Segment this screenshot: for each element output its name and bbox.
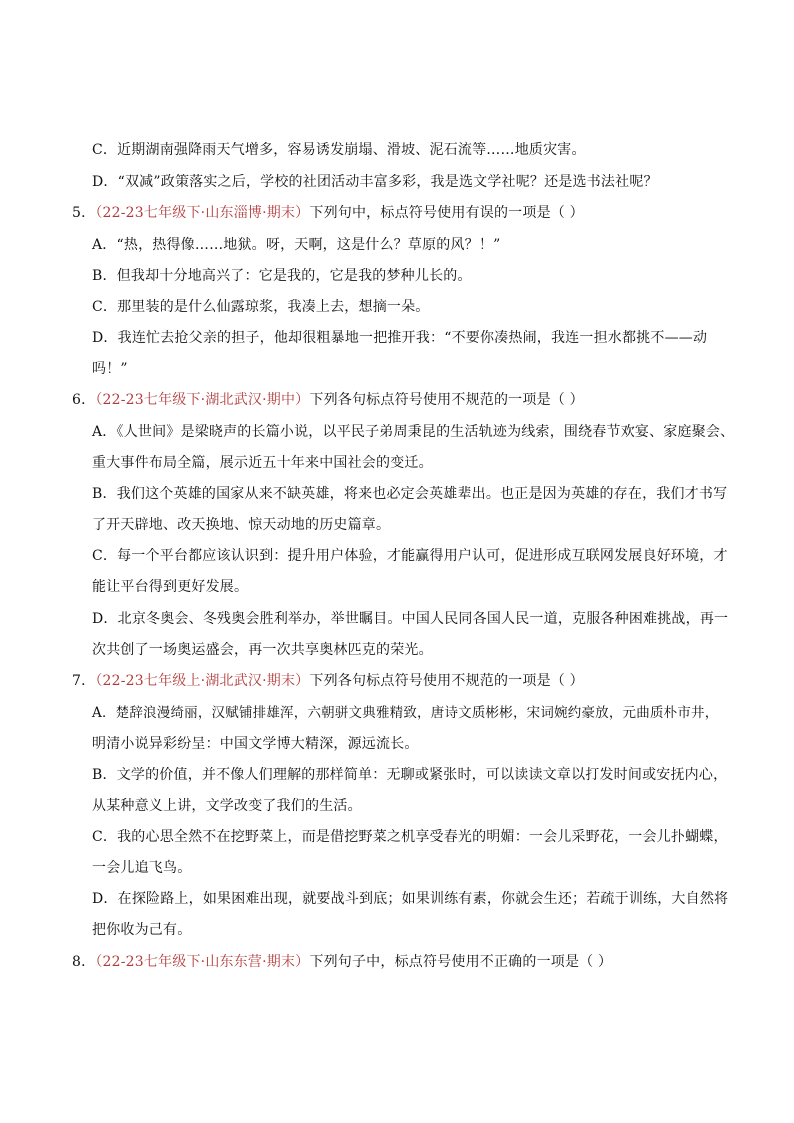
question-number: 7．: [72, 673, 96, 689]
option-line: C．每一个平台都应该认识到：提升用户体验，才能赢得用户认可，促进形成互联网发展良好环境，才: [92, 548, 728, 564]
option-line: A．《人世间》是梁晓声的长篇小说，以平民子弟周秉昆的生活轨迹为线索，围绕春节欢宴、家庭聚会、: [92, 424, 735, 440]
question-stem: 下列句子中，标点符号使用不正确的一项是（ ）: [309, 954, 613, 970]
option-line: A．“热，热得像……地狱。呀，天啊，这是什么？草原的风？！”: [92, 237, 501, 253]
question-source: （22-23七年级下·湖北武汉·期中）: [95, 392, 310, 408]
question-5-heading: [72, 203, 584, 223]
option-line-continued: 把你收为己有。: [92, 922, 192, 938]
question-stem: 下列各句标点符号使用不规范的一项是（ ）: [309, 673, 584, 689]
option-line: B．我们这个英雄的国家从来不缺英雄，将来也必定会英雄辈出。也正是因为英雄的存在，我们才书写: [92, 486, 728, 502]
question-number: 5．: [72, 205, 96, 221]
option-line-continued: 明清小说异彩纷呈：中国文学博大精深，源远流长。: [92, 736, 419, 752]
option-line-continued: 了开天辟地、改天换地、惊天动地的历史篇章。: [92, 517, 391, 533]
question-source: （22-23七年级下·山东东营·期末）: [95, 954, 310, 970]
question-number: 6．: [72, 392, 96, 408]
question-stem: 下列句中，标点符号使用有误的一项是（ ）: [309, 205, 584, 221]
option-line-continued: 重大事件布局全篇，展示近五十年来中国社会的变迁。: [92, 455, 433, 471]
option-line: B．但我却十分地高兴了：它是我的，它是我的梦种儿长的。: [92, 268, 472, 284]
option-line: C．我的心思全然不在挖野菜上，而是借挖野菜之机享受春光的明媚：一会儿采野花，一会儿扑蝴蝶，: [92, 829, 728, 845]
question-source: （22-23七年级下·山东淄博·期末）: [95, 205, 310, 221]
question-8-heading: [72, 952, 612, 972]
question-source: （22-23七年级上·湖北武汉·期末）: [95, 673, 310, 689]
option-line: C．那里装的是什么仙露琼浆，我凑上去，想摘一朵。: [92, 299, 430, 315]
question-stem: 下列各句标点符号使用不规范的一项是（ ）: [309, 392, 584, 408]
option-line-continued: 能让平台得到更好发展。: [92, 579, 249, 595]
option-line-continued: 次共创了一场奥运盛会，再一次共享奥林匹克的荣光。: [92, 642, 433, 658]
option-line-continued: 从某种意义上讲，文学改变了我们的生活。: [92, 798, 362, 814]
option-line: A．楚辞浪漫绮丽，汉赋铺排雄浑，六朝骈文典雅精致，唐诗文质彬彬，宋词婉约豪放，元曲质朴市井，: [92, 705, 719, 721]
option-line: D．我连忙去抢父亲的担子，他却很粗暴地一把推开我：“不要你凑热闹，我连一担水都挑不——动: [92, 330, 708, 346]
question-7-heading: [72, 671, 584, 691]
option-line: B．文学的价值，并不像人们理解的那样简单：无聊或紧张时，可以读读文章以打发时间或安抚内心，: [92, 767, 728, 783]
option-line-continued: 吗！”: [92, 361, 128, 377]
option-line: D．在探险路上，如果困难出现，就要战斗到底；如果训练有素，你就会生还；若疏于训练，大自然将: [92, 891, 729, 907]
option-line: D．北京冬奥会、冬残奥会胜利举办，举世瞩目。中国人民同各国人民一道，克服各种困难挑战，再一: [92, 611, 729, 627]
option-line: C．近期湖南强降雨天气增多，容易诱发崩塌、滑坡、泥石流等……地质灾害。: [92, 142, 586, 158]
option-line: D．“双减”政策落实之后，学校的社团活动丰富多彩，我是选文学社呢？还是选书法社呢？: [92, 174, 658, 190]
question-number: 8．: [72, 954, 96, 970]
question-6-heading: [72, 390, 584, 410]
option-line-continued: 一会儿追飞鸟。: [92, 860, 192, 876]
